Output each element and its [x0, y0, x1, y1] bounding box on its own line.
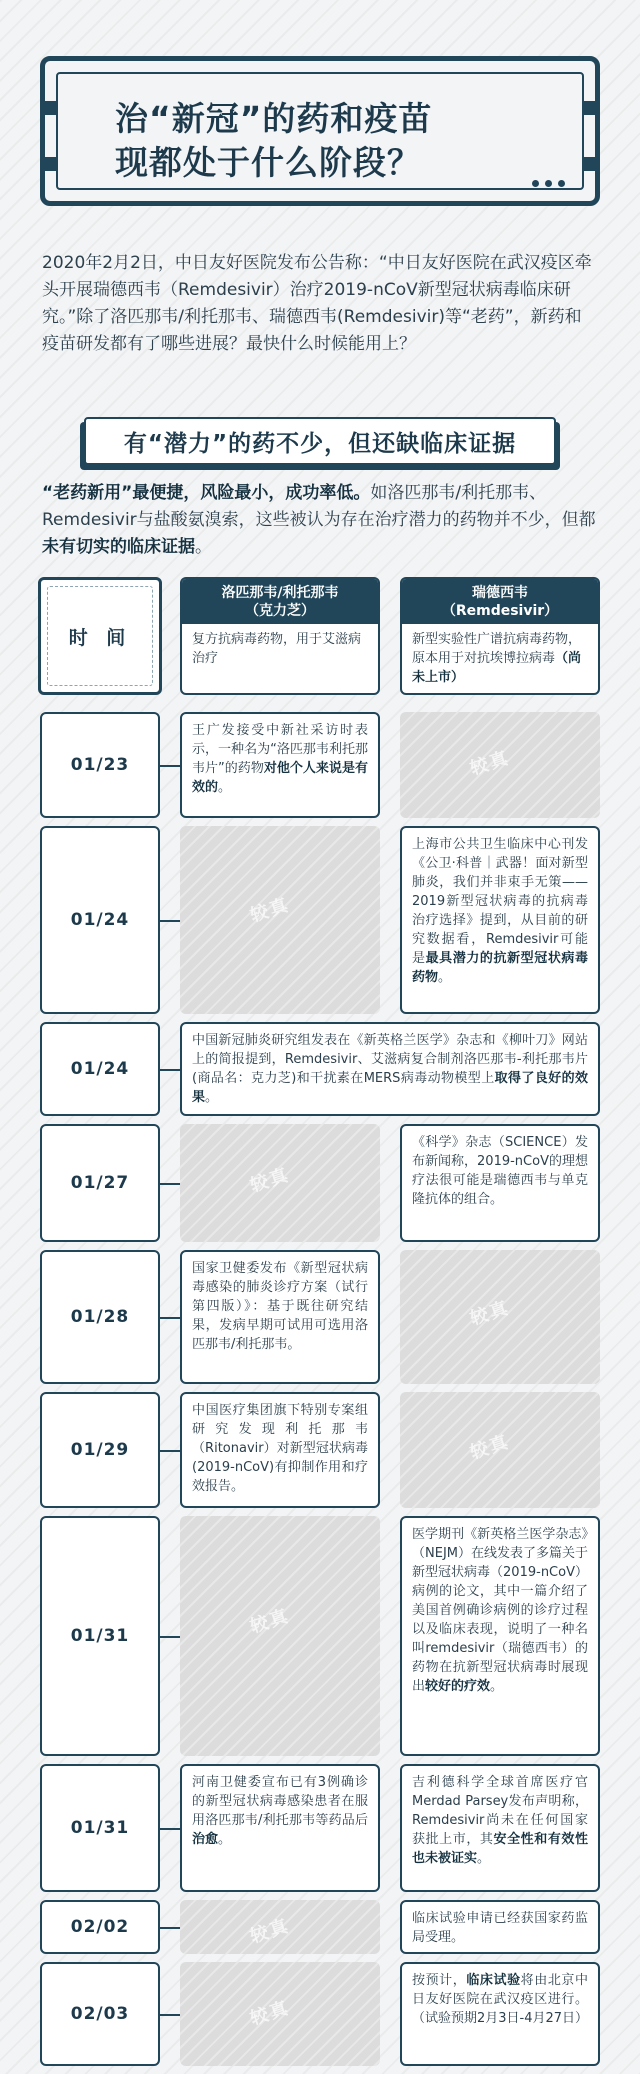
frame-tab-right-bottom — [582, 157, 600, 171]
merged-cell-text: 中国新冠肺炎研究组发表在《新英格兰医学》杂志和《柳叶刀》网站上的简报提到，Remdesivir、艾滋病复合制剂洛匹那韦-利托那韦片(商品名：克力芝)和干扰素在MERS病毒动物模型上 — [192, 1033, 588, 1086]
row-connector — [160, 1828, 180, 1830]
remdesivir-cell — [400, 1250, 600, 1384]
remdesivir-cell — [400, 1516, 600, 1756]
remdesivir-cell-text: 《科学》杂志（SCIENCE）发布新闻称，2019-nCoV的理想疗法很可能是瑞德西韦与单克隆抗体的组合。 — [412, 1135, 588, 1207]
row-connector — [160, 765, 180, 767]
watermark: 较真 — [247, 1164, 293, 1197]
watermark: 较真 — [247, 1605, 293, 1638]
merged-cell-text-end: 。 — [205, 1090, 219, 1105]
title-dots-decoration — [532, 180, 565, 187]
time-column-header: 时 间 — [38, 577, 162, 695]
remdesivir-description — [402, 624, 598, 693]
remdesivir-cell — [400, 1764, 600, 1892]
lopinavir-title: 洛匹那韦/利托那韦 — [221, 584, 339, 601]
row-connector — [160, 1317, 180, 1319]
lopinavir-header-title — [182, 579, 378, 624]
remdesivir-cell-text-end: 将由北京中日友好医院在武汉疫区进行。（试验预期2月3日-4月27日） — [412, 1973, 589, 2026]
remdesivir-cell-text-end: 。 — [438, 970, 452, 985]
lopinavir-cell — [180, 1392, 380, 1508]
row-date: 01/29 — [40, 1392, 160, 1508]
row-date: 02/03 — [40, 1962, 160, 2066]
merged-cell — [180, 1022, 600, 1116]
remdesivir-column-header — [400, 577, 600, 695]
lead-bold-2: 未有切实的临床证据 — [42, 537, 195, 557]
merged-cell-highlight: 取得了良好的效果 — [192, 1071, 588, 1105]
lopinavir-cell-text: 河南卫健委宣布已有3例确诊的新型冠状病毒感染患者在服用洛匹那韦/利托那韦等药品后 — [192, 1775, 368, 1828]
lopinavir-cell-text: 王广发接受中新社采访时表示，一种名为“洛匹那韦利托那韦片”的药物 — [192, 723, 368, 776]
lopinavir-cell — [180, 1250, 380, 1384]
lopinavir-cell — [180, 1124, 380, 1242]
lopinavir-cell-highlight: 治愈 — [192, 1832, 219, 1847]
page-title — [115, 97, 555, 184]
remdesivir-cell — [400, 826, 600, 1014]
row-connector — [160, 1450, 180, 1452]
lopinavir-cell — [180, 1516, 380, 1756]
lopinavir-cell — [180, 712, 380, 818]
lopinavir-cell — [180, 1962, 380, 2066]
lopinavir-cell-text-end: 。 — [218, 1832, 232, 1847]
lopinavir-column-header — [180, 577, 380, 695]
row-date: 01/23 — [40, 712, 160, 818]
remdesivir-cell-text-end: 。 — [477, 1851, 491, 1866]
remdesivir-desc-text: 新型实验性广谱抗病毒药物，原本用于对抗埃博拉病毒 — [412, 632, 582, 666]
remdesivir-cell — [400, 1124, 600, 1242]
lopinavir-subtitle: （克力芝） — [245, 602, 315, 619]
page-title-line1: 治“新冠”的药和疫苗 — [115, 99, 433, 138]
watermark: 较真 — [467, 1431, 513, 1464]
row-date: 02/02 — [40, 1900, 160, 1954]
remdesivir-cell-highlight: 临床试验 — [466, 1973, 521, 1988]
section-heading-text: 有“潜力”的药不少，但还缺临床证据 — [84, 417, 556, 465]
row-connector — [160, 1927, 180, 1929]
page-title-line2: 现都处于什么阶段？ — [115, 142, 421, 182]
lopinavir-cell — [180, 1900, 380, 1954]
lopinavir-cell-highlight: 对他个人来说是有效的 — [192, 761, 368, 795]
watermark: 较真 — [247, 894, 293, 927]
intro-paragraph: 2020年2月2日，中日友好医院发布公告称：“中日友好医院在武汉疫区牵头开展瑞德西韦（Remdesivir）治疗2019-nCoV新型冠状病毒临床研究。”除了洛匹那韦/利托那韦、瑞德西韦(Remdesivir)等“老药”，新药和疫苗研发都有了哪些进展？最快什么时候能用上？ — [42, 253, 592, 354]
section-lead — [42, 480, 598, 561]
lopinavir-cell-text: 国家卫健委发布《新型冠状病毒感染的肺炎诊疗方案（试行第四版）》：基于既往研究结果，发病早期可试用可选用洛匹那韦/利托那韦。 — [192, 1261, 368, 1352]
lopinavir-cell — [180, 826, 380, 1014]
lopinavir-description: 复方抗病毒药物，用于艾滋病治疗 — [192, 632, 362, 666]
title-frame — [40, 56, 600, 206]
remdesivir-cell-highlight: 安全性和有效性也未被证实 — [412, 1832, 588, 1866]
frame-tab-right — [582, 101, 600, 115]
watermark: 较真 — [467, 747, 513, 780]
row-connector — [160, 920, 180, 922]
remdesivir-cell — [400, 1962, 600, 2066]
lead-text-1: 如洛匹那韦/利托那韦、Remdesivir与盐酸氨溴索，这些被认为存在治疗潜力的药物并不少，但都 — [42, 483, 596, 530]
remdesivir-header-title — [402, 579, 598, 624]
row-date: 01/24 — [40, 1022, 160, 1116]
row-date: 01/28 — [40, 1250, 160, 1384]
row-connector — [160, 2014, 180, 2016]
row-date: 01/27 — [40, 1124, 160, 1242]
lead-text-2: 。 — [195, 537, 212, 557]
section-heading — [80, 422, 560, 470]
lead-bold-1: “老药新用”最便捷，风险最小，成功率低。 — [42, 483, 371, 503]
row-date: 01/31 — [40, 1764, 160, 1892]
watermark: 较真 — [467, 1297, 513, 1330]
remdesivir-cell-text: 吉利德科学全球首席医疗官Merdad Parsey发布声明称，Remdesivir尚未在任何国家获批上市，其 — [412, 1775, 588, 1847]
remdesivir-cell-text-end: 。 — [490, 1679, 504, 1694]
remdesivir-title: 瑞德西韦 — [472, 584, 528, 601]
remdesivir-cell-highlight: 较好的疗效 — [425, 1679, 491, 1694]
remdesivir-cell — [400, 1900, 600, 1954]
remdesivir-desc-bold: （尚未上市） — [412, 651, 582, 685]
remdesivir-cell — [400, 712, 600, 818]
watermark: 较真 — [247, 1997, 293, 2030]
remdesivir-cell-text: 上海市公共卫生临床中心刊发《公卫·科普｜武器！面对新型肺炎，我们并非束手无策——2019新型冠状病毒的抗病毒治疗选择》提到，从目前的研究数据看，Remdesivir可能是 — [412, 837, 588, 966]
row-date: 01/31 — [40, 1516, 160, 1756]
row-connector — [160, 1069, 180, 1071]
lopinavir-cell-text-end: 。 — [218, 780, 232, 795]
remdesivir-cell-text: 医学期刊《新英格兰医学杂志》（NEJM）在线发表了多篇关于新型冠状病毒（2019-nCoV）病例的论文，其中一篇介绍了美国首例确诊病例的诊疗过程以及临床表现，说明了一种名叫remdesivir（瑞德西韦）的药物在抗新型冠状病毒时展现出 — [412, 1527, 588, 1694]
remdesivir-subtitle: （Remdesivir） — [441, 602, 559, 619]
remdesivir-cell-text: 临床试验申请已经获国家药监局受理。 — [412, 1911, 588, 1945]
row-connector — [160, 1183, 180, 1185]
remdesivir-cell-text: 按预计， — [412, 1973, 467, 1988]
watermark: 较真 — [247, 1915, 293, 1948]
frame-tab-left — [40, 101, 58, 115]
row-date: 01/24 — [40, 826, 160, 1014]
lopinavir-cell — [180, 1764, 380, 1892]
remdesivir-cell — [400, 1392, 600, 1508]
lopinavir-cell-text: 中国医疗集团旗下特别专案组研究发现利托那韦（Ritonavir）对新型冠状病毒(2019-nCoV)有抑制作用和疗效报告。 — [192, 1403, 368, 1494]
frame-tab-left-bottom — [40, 157, 58, 171]
row-connector — [160, 1636, 180, 1638]
remdesivir-cell-highlight: 最具潜力的抗新型冠状病毒药物 — [412, 951, 588, 985]
